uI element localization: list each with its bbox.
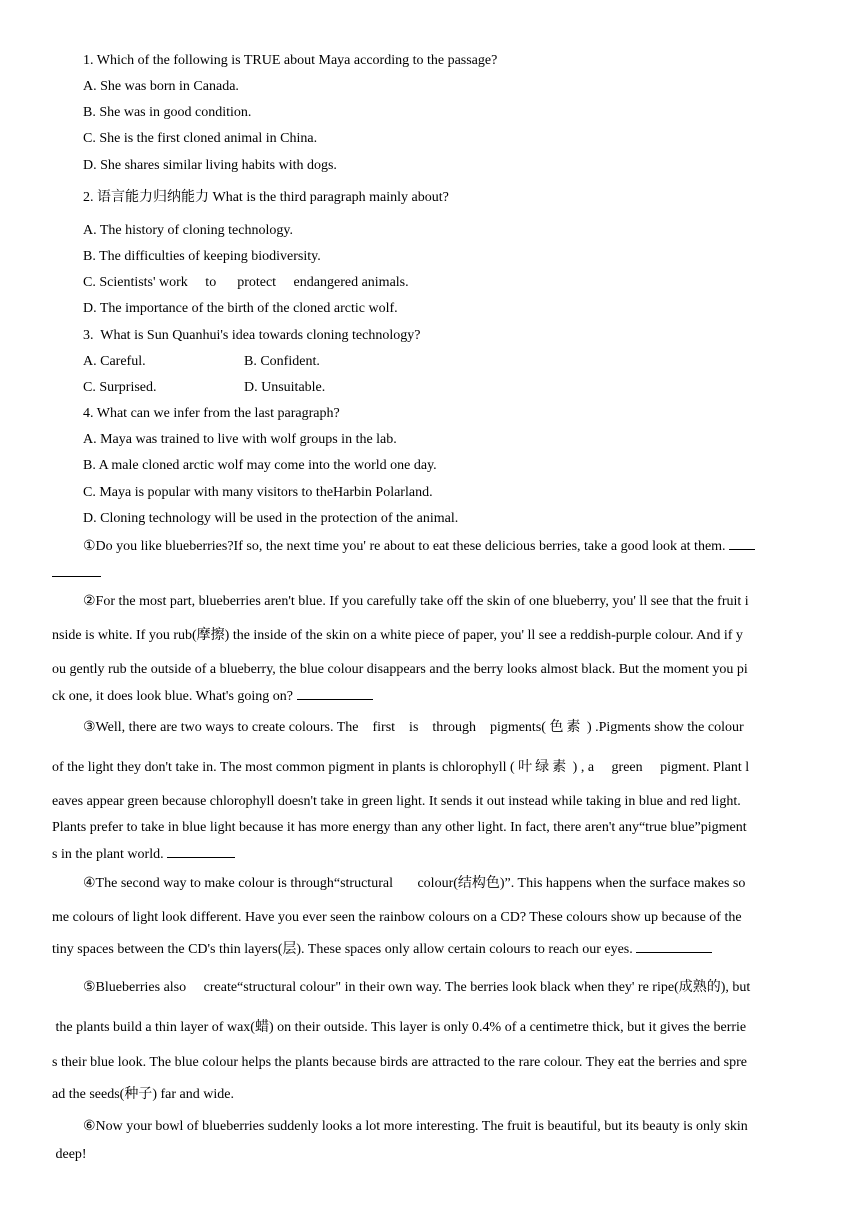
- paragraph-3-line-3: eaves appear green because chlorophyll doesn't take in green light. It sends it out instead while taking in blue and red light.: [52, 794, 741, 809]
- question-4-option-d: D. Cloning technology will be used in the protection of the animal.: [83, 511, 459, 526]
- answer-blank-1[interactable]: [729, 537, 755, 550]
- question-2-option-a: A. The history of cloning technology.: [83, 223, 293, 238]
- paragraph-4-line-2: me colours of light look different. Have you ever seen the rainbow colours on a CD? These colours show up because of the: [52, 910, 742, 925]
- paragraph-5-line-2: the plants build a thin layer of wax(蜡) on their outside. This layer is only 0.4% of a centimetre thick, but it gives the berrie: [52, 1019, 747, 1035]
- question-3-stem: 3. What is Sun Quanhui's idea towards cloning technology?: [83, 328, 421, 343]
- passage-paragraph-4: [52, 874, 808, 959]
- question-1-option-b: B. She was in good condition.: [83, 105, 252, 120]
- paragraph-4-line-1: ④The second way to make colour is through“structural colour(结构色)”. This happens when the surface makes so: [83, 875, 746, 891]
- paragraph-2-line-1: ②For the most part, blueberries aren't blue. If you carefully take off the skin of one blueberry, you' ll see that the fruit i: [83, 594, 749, 609]
- question-2-text: What is the third paragraph mainly about?: [209, 190, 449, 205]
- passage-paragraph-5: [52, 978, 808, 1104]
- paragraph-5-line-3: s their blue look. The blue colour helps the plants because birds are attracted to the rare colour. They eat the berries and spre: [52, 1055, 747, 1070]
- question-2-number: 2.: [83, 190, 97, 205]
- question-3-option-a: A. Careful.: [83, 354, 146, 369]
- question-2-stem: [83, 188, 449, 207]
- paragraph-2-line-2: nside is white. If you rub(摩擦) the inside of the skin on a white piece of paper, you' ll see a reddish-purple colour. And if y: [52, 627, 743, 643]
- paragraph-2-line-4: ck one, it does look blue. What's going on?: [52, 687, 808, 706]
- question-1-stem: 1. Which of the following is TRUE about Maya according to the passage?: [83, 53, 498, 68]
- question-2-option-d: D. The importance of the birth of the cloned arctic wolf.: [83, 301, 398, 316]
- question-4-stem: 4. What can we infer from the last paragraph?: [83, 406, 340, 421]
- paragraph-6-line-2: deep!: [52, 1147, 87, 1162]
- question-1-option-c: C. She is the first cloned animal in China.: [83, 131, 318, 146]
- answer-blank-1-continued[interactable]: [52, 564, 101, 577]
- question-2-skill-tag: 语言能力归纳能力: [97, 189, 209, 205]
- paragraph-5-line-1: ⑤Blueberries also create“structural colour" in their own way. The berries look black when they' re ripe(成熟的), but: [83, 979, 751, 995]
- paragraph-3-line-4: Plants prefer to take in blue light because it has more energy than any other light. In fact, there aren't any“true blue”pigment: [52, 820, 747, 835]
- answer-blank-3[interactable]: [167, 845, 235, 858]
- question-3-option-c: C. Surprised.: [83, 380, 157, 395]
- paragraph-6-line-1: ⑥Now your bowl of blueberries suddenly looks a lot more interesting. The fruit is beautiful, but its beauty is only skin: [83, 1119, 748, 1134]
- question-2-option-c: C. Scientists' work to protect endangered animals.: [83, 275, 409, 290]
- question-4-option-c: C. Maya is popular with many visitors to theHarbin Polarland.: [83, 485, 433, 500]
- paragraph-2-line-3: ou gently rub the outside of a blueberry, the blue colour disappears and the berry looks almost black. But the moment you pi: [52, 662, 748, 677]
- paragraph-3-line-2: of the light they don't take in. The most common pigment in plants is chlorophyll ( 叶绿素 ) , a green pigment. Plant l: [52, 759, 750, 775]
- question-2-option-b: B. The difficulties of keeping biodiversity.: [83, 249, 321, 264]
- paragraph-1-line-1: ①Do you like blueberries?If so, the next time you' re about to eat these delicious berries, take a good look at them.: [83, 539, 730, 554]
- answer-blank-2[interactable]: [297, 687, 373, 700]
- question-4-option-b: B. A male cloned arctic wolf may come into the world one day.: [83, 458, 437, 473]
- paragraph-3-line-1: ③Well, there are two ways to create colours. The first is through pigments( 色素 ) .Pigments show the colour: [83, 719, 744, 735]
- passage-paragraph-3: [52, 718, 808, 864]
- question-1-option-a: A. She was born in Canada.: [83, 79, 239, 94]
- passage-paragraph-6: [52, 1118, 808, 1164]
- answer-blank-4[interactable]: [636, 940, 712, 953]
- passage-paragraph-1: [52, 537, 808, 583]
- paragraph-3-line-5: s in the plant world.: [52, 845, 808, 864]
- question-3-option-b: B. Confident.: [244, 354, 320, 369]
- question-4-option-a: A. Maya was trained to live with wolf groups in the lab.: [83, 432, 397, 447]
- paragraph-5-line-4: ad the seeds(种子) far and wide.: [52, 1086, 234, 1102]
- question-1-option-d: D. She shares similar living habits with dogs.: [83, 158, 337, 173]
- question-3-option-d: D. Unsuitable.: [244, 380, 326, 395]
- passage-paragraph-2: [52, 593, 808, 706]
- paragraph-4-line-3: tiny spaces between the CD's thin layers(层). These spaces only allow certain colours to reach our eyes.: [52, 940, 808, 959]
